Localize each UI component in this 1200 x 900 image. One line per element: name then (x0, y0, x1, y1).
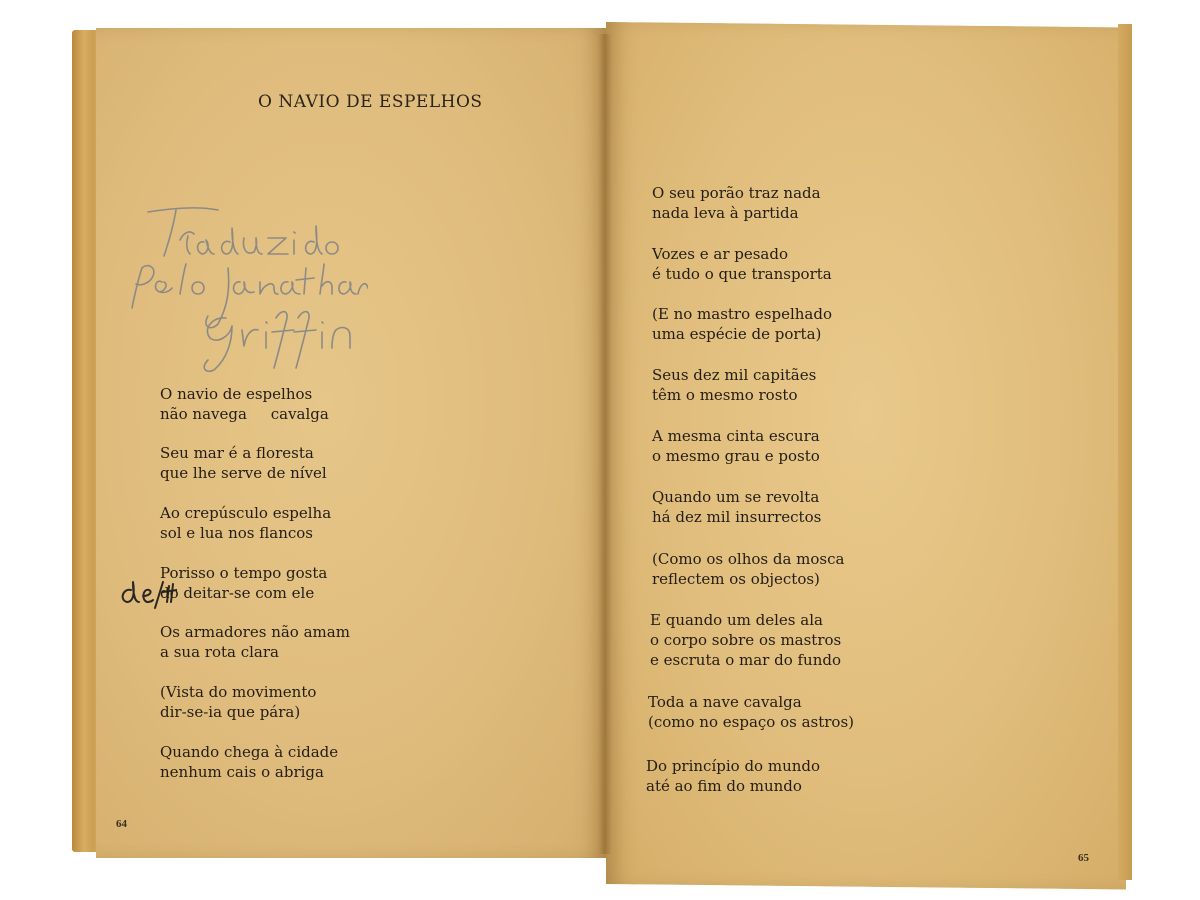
left-stanza-4 (160, 563, 327, 603)
poem-line: uma espécie de porta) (652, 325, 822, 343)
poem-line: (como no espaço os astros) (648, 713, 855, 731)
poem-line: a sua rota clara (160, 643, 279, 661)
poem-line: reflectem os objectos) (652, 570, 820, 588)
poem-line: nenhum cais o abriga (160, 763, 324, 781)
right-stanza-9 (648, 692, 854, 732)
book-gutter (598, 34, 612, 854)
poem-line: têm o mesmo rosto (652, 386, 798, 404)
left-stanza-2 (160, 443, 327, 483)
poem-line: Os armadores não amam (160, 623, 350, 641)
right-page-number: 65 (1078, 852, 1089, 864)
poem-line: (E no mastro espelhado (652, 305, 832, 323)
poem-line: que lhe serve de nível (160, 464, 327, 482)
poem-line: há dez mil insurrectos (652, 508, 822, 526)
right-stanza-7 (652, 549, 844, 589)
poem-line: Toda a nave cavalga (648, 693, 802, 711)
left-stanza-6 (160, 682, 316, 722)
poem-line: (Vista do movimento (160, 683, 317, 701)
right-stanza-1 (652, 183, 821, 223)
poem-line: O seu porão traz nada (652, 184, 821, 202)
poem-line: O navio de espelhos (160, 385, 313, 403)
left-stanza-1 (160, 384, 329, 424)
poem-line: não navega cavalga (160, 405, 329, 423)
poem-line: sol e lua nos flancos (160, 524, 314, 542)
poem-line: Quando chega à cidade (160, 743, 339, 761)
right-stanza-10 (646, 756, 820, 796)
poem-line: o mesmo grau e posto (652, 447, 820, 465)
left-stanza-3 (160, 503, 331, 543)
poem-line: Vozes e ar pesado (652, 245, 789, 263)
right-page-edges (1118, 24, 1132, 880)
poem-line: e escruta o mar do fundo (650, 651, 842, 669)
poem-line: nada leva à partida (652, 204, 799, 222)
left-page-number: 64 (116, 818, 127, 830)
right-stanza-8 (650, 610, 841, 670)
poem-line: Seu mar é a floresta (160, 444, 314, 462)
right-stanza-3 (652, 304, 832, 344)
poem-line: Porisso o tempo gosta (160, 564, 328, 582)
poem-line: o corpo sobre os mastros (650, 631, 842, 649)
poem-line: Ao crepúsculo espelha (160, 504, 332, 522)
poem-line: (Como os olhos da mosca (652, 550, 845, 568)
right-stanza-6 (652, 487, 821, 527)
poem-line: A mesma cinta escura (652, 427, 820, 445)
poem-title: O NAVIO DE ESPELHOS (258, 92, 483, 112)
left-stanza-7 (160, 742, 338, 782)
left-stanza-5 (160, 622, 350, 662)
poem-line: até ao fim do mundo (646, 777, 802, 795)
poem-line: do deitar-se com ele (160, 584, 315, 602)
poem-line: é tudo o que transporta (652, 265, 832, 283)
poem-line: E quando um deles ala (650, 611, 823, 629)
poem-line: Quando um se revolta (652, 488, 820, 506)
handwritten-translator-note (118, 198, 368, 378)
poem-line: Do princípio do mundo (646, 757, 821, 775)
right-stanza-2 (652, 244, 832, 284)
poem-line: dir-se-ia que pára) (160, 703, 301, 721)
poem-line: Seus dez mil capitães (652, 366, 817, 384)
right-stanza-5 (652, 426, 820, 466)
right-stanza-4 (652, 365, 816, 405)
